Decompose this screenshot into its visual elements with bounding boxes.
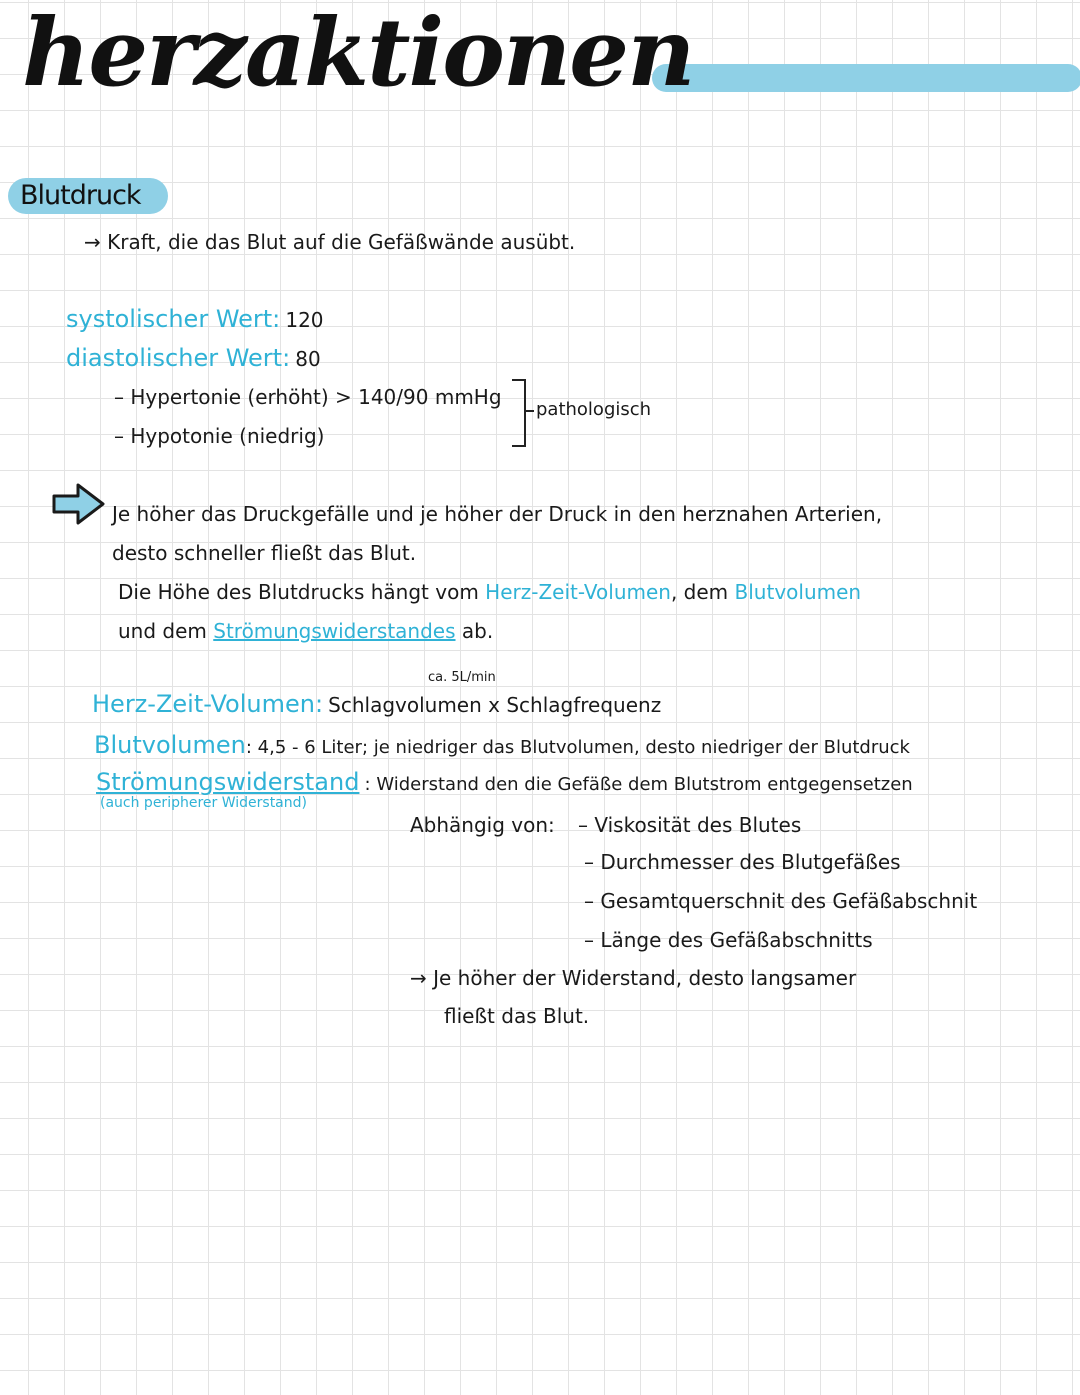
blutvolumen-term: Blutvolumen bbox=[94, 731, 246, 759]
hzv-note: ca. 5L/min bbox=[428, 670, 496, 685]
stroemung-subnote: (auch peripherer Widerstand) bbox=[100, 795, 307, 811]
term-blutvolumen: Blutvolumen bbox=[734, 580, 862, 604]
hypotonie-text: – Hypotonie (niedrig) bbox=[114, 424, 325, 448]
bracket bbox=[512, 379, 526, 447]
stroemung-text: : Widerstand den die Gefäße dem Blutstrom entgegensetzen bbox=[364, 774, 913, 795]
page-title: herzaktionen bbox=[22, 0, 694, 108]
abhaengig-label: Abhängig von: bbox=[410, 813, 555, 837]
systolic-row bbox=[66, 305, 324, 333]
hzv-row bbox=[92, 690, 661, 718]
stroemung-term: Strömungswiderstand bbox=[96, 768, 360, 796]
hzv-colon: : bbox=[314, 690, 324, 718]
conclusion-line-1: → Je höher der Widerstand, desto langsamer bbox=[410, 966, 857, 990]
pathologisch-label: pathologisch bbox=[536, 399, 652, 420]
title-highlight bbox=[652, 64, 1080, 92]
systolic-value: 120 bbox=[285, 308, 324, 332]
paragraph-line-4 bbox=[118, 619, 493, 643]
blutvolumen-row bbox=[94, 731, 910, 759]
definition-text: → Kraft, die das Blut auf die Gefäßwände ausübt. bbox=[84, 230, 576, 254]
factor-item: – Gesamtquerschnit des Gefäßabschnit bbox=[584, 889, 978, 913]
diastolic-row bbox=[66, 344, 321, 372]
right-arrow-icon bbox=[52, 482, 106, 526]
term-stroemungswiderstand: Strömungswiderstandes bbox=[213, 619, 456, 643]
line3-middle: , dem bbox=[670, 580, 729, 604]
line3-start: Die Höhe des Blutdrucks hängt vom bbox=[118, 580, 479, 604]
conclusion-line-2: fließt das Blut. bbox=[444, 1004, 590, 1028]
diastolic-label: diastolischer Wert: bbox=[66, 344, 291, 372]
hzv-term: Herz-Zeit-Volumen bbox=[92, 690, 315, 718]
systolic-label: systolischer Wert: bbox=[66, 305, 281, 333]
diastolic-value: 80 bbox=[295, 347, 321, 371]
stroemung-row bbox=[96, 768, 913, 796]
line4-end: ab. bbox=[461, 619, 494, 643]
line4-start: und dem bbox=[118, 619, 207, 643]
blutvolumen-text: : 4,5 - 6 Liter; je niedriger das Blutvolumen, desto niedriger der Blutdruck bbox=[245, 737, 910, 758]
section-heading: Blutdruck bbox=[20, 180, 141, 211]
paragraph-line-1: Je höher das Druckgefälle und je höher der Druck in den herznahen Arterien, bbox=[112, 502, 883, 526]
factor-item: – Länge des Gefäßabschnitts bbox=[584, 928, 873, 952]
factor-item: – Durchmesser des Blutgefäßes bbox=[584, 850, 901, 874]
term-herz-zeit-volumen: Herz-Zeit-Volumen bbox=[485, 580, 671, 604]
paragraph-line-3 bbox=[118, 580, 861, 604]
bracket-tick bbox=[524, 410, 534, 412]
factor-item: – Viskosität des Blutes bbox=[578, 813, 802, 837]
paragraph-line-2: desto schneller fließt das Blut. bbox=[112, 541, 417, 565]
hypertonie-text: – Hypertonie (erhöht) > 140/90 mmHg bbox=[114, 385, 502, 409]
hzv-text: Schlagvolumen x Schlagfrequenz bbox=[328, 693, 662, 717]
